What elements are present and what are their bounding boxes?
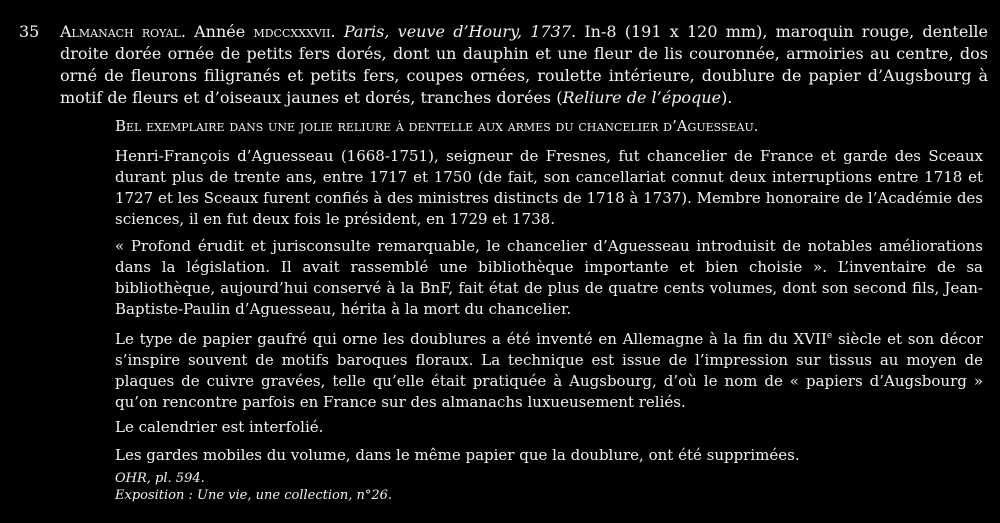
- paper-text-before: Le type de papier gaufré qui orne les doublures a été inventé en Allemagne à la fin du XVII: [115, 330, 827, 348]
- paper-text-after: siècle et son décor s’inspire souvent de motifs baroques floraux. La technique est issue de l’impression sur tissus au moyen de plaques de cuivre gravées, telle qu’elle était pratiquée à Augsbourg, d’où le nom de « papiers d’Augsbourg » qu’on rencontre parfois en France sur des almanachs luxueusement reliés.: [115, 330, 983, 411]
- paragraph-biography: Henri-François d’Aguesseau (1668-1751), seigneur de Fresnes, fut chancelier de France et garde des Sceaux durant plus de trente ans, entre 1717 et 1750 (de fait, son cancellariat connut deux interruptions entre 1718 et 1727 et les Sceaux furent confiés à des ministres distincts de 1718 à 1737). Membre honoraire de l’Académie des sciences, il en fut deux fois le président, en 1729 et 1738.: [115, 147, 983, 228]
- entry-heading: [60, 21, 988, 109]
- binding-note: Reliure de l’époque: [562, 88, 722, 107]
- year-roman: mdccxxxvii: [253, 22, 331, 41]
- lot-number: 35: [19, 22, 40, 41]
- highlight-line: Bel exemplaire dans une jolie reliure à dentelle aux armes du chancelier d’Aguesseau.: [115, 117, 759, 135]
- references: [115, 470, 983, 504]
- century-superscript: e: [826, 331, 833, 341]
- place-publisher: Paris, veuve d’Houry, 1737.: [343, 22, 577, 41]
- year-prefix: Année: [185, 22, 254, 41]
- reference-ohr: OHR, pl. 594.: [115, 471, 205, 486]
- heading-closing: ).: [721, 88, 733, 107]
- paragraph-library: « Profond érudit et jurisconsulte remarquable, le chancelier d’Aguesseau introduisit de notables améliorations dans la législation. Il avait rassemblé une bibliothèque importante et bien choisie ». L’inventaire de sa bibliothèque, aujourd’hui conservé à la BnF, fait état de plus de quatre cents volumes, dont son second fils, Jean-Baptiste-Paulin d’Aguesseau, hérita à la mort du chancelier.: [115, 237, 983, 318]
- book-title: Almanach royal.: [60, 22, 186, 41]
- paragraph-endpapers: Les gardes mobiles du volume, dans le même papier que la doublure, ont été supprimées.: [115, 446, 800, 464]
- year-suffix: .: [330, 22, 344, 41]
- paragraph-calendar: Le calendrier est interfolié.: [115, 418, 324, 436]
- paragraph-paper: [115, 326, 983, 413]
- reference-exposition: Exposition : Une vie, une collection, n°26.: [115, 488, 392, 503]
- physical-description: In-8 (191 x 120 mm), maroquin rouge, dentelle droite dorée ornée de petits fers dorés, dont un dauphin et une fleur de lis couronnée, armoiries au centre, dos orné de fleurons filigranés et petits fers, coupes ornées, roulette intérieure, doublure de papier d’Augsbourg à motif de fleurs et d’oiseaux jaunes et dorés, tranches dorées (: [60, 22, 989, 107]
